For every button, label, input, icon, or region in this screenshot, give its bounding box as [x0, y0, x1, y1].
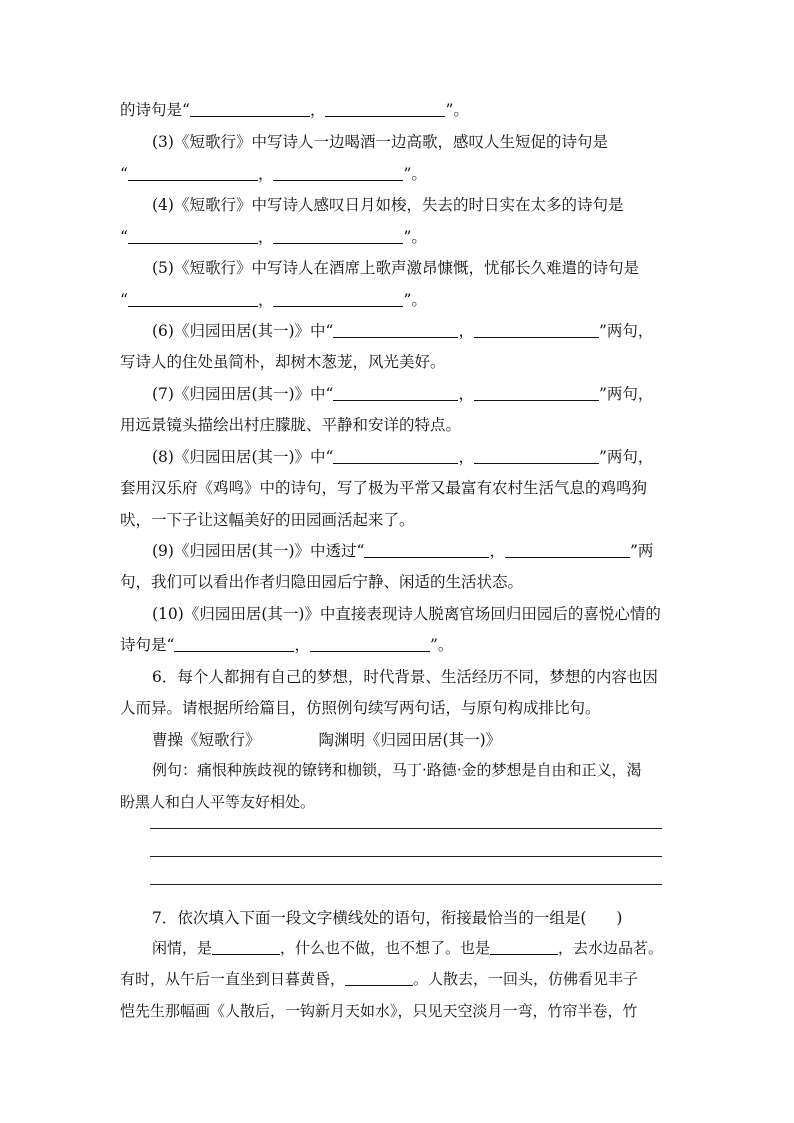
question-6-title: 6．每个人都拥有自己的梦想，时代背景、生活经历不同，梦想的内容也因 [152, 668, 658, 686]
answer-blank[interactable] [273, 228, 403, 244]
answer-blank[interactable] [345, 970, 413, 986]
question-5: (5)《短歌行》中写诗人在酒席上歌声激昂慷慨，忧郁长久难遣的诗句是 [152, 259, 639, 277]
answer-blank[interactable] [212, 939, 280, 955]
passage-line: 恺先生那幅画《人散后，一钩新月天如水》，只见天空淡月一弯，竹帘半卷，竹 [120, 1002, 638, 1020]
text-line: 盼黑人和白人平等友好相处。 [120, 793, 316, 811]
question-4: (4)《短歌行》中写诗人感叹日月如梭，失去的时日实在太多的诗句是 [152, 196, 624, 214]
answer-line[interactable] [150, 884, 662, 885]
answer-blank[interactable] [128, 291, 258, 307]
answer-blank[interactable] [474, 322, 599, 338]
works-line [152, 728, 501, 750]
example-sentence: 例句：痛恨种族歧视的镣铐和枷锁，马丁·路德·金的梦想是自由和正义，渴 [152, 761, 642, 779]
answer-blank[interactable] [364, 542, 489, 558]
answer-blank[interactable] [128, 228, 258, 244]
answer-blank[interactable] [174, 636, 294, 652]
text-line: 套用汉乐府《鸡鸣》中的诗句，写了极为平常又最富有农村生活气息的鸡鸣狗 [120, 479, 648, 497]
text-line: 写诗人的住处虽简朴，却树木葱茏，风光美好。 [120, 353, 446, 371]
question-10-sub: (10)《归园田居(其一)》中直接表现诗人脱离官场回归田园后的喜悦心情的 [152, 605, 661, 623]
question-9-sub: (9)《归园田居(其一)》中透过“ ， ”两 [152, 542, 654, 560]
question-6-sub: (6)《归园田居(其一)》中“ ， ”两句， [152, 322, 654, 340]
text-line: 用远景镜头描绘出村庄朦胧、平静和安详的特点。 [120, 416, 462, 434]
answer-blank[interactable] [490, 939, 558, 955]
answer-blank[interactable] [273, 291, 403, 307]
text-line: “ ， ”。 [120, 165, 427, 183]
text-line: 句，我们可以看出作者归隐田园后宁静、闲适的生活状态。 [120, 573, 524, 591]
answer-blank[interactable] [474, 385, 599, 401]
question-7-title: 7．依次填入下面一段文字横线处的语句，衔接最恰当的一组是( ) [152, 909, 623, 927]
text-line: 吠，一下子让这幅美好的田园画活起来了。 [120, 511, 415, 529]
answer-blank[interactable] [325, 101, 445, 117]
work-1: 曹操《短歌行》 [152, 731, 261, 749]
text-line: “ ， ”。 [120, 291, 427, 309]
work-2: 陶渊明《归园田居(其一)》 [318, 731, 502, 749]
answer-line[interactable] [150, 856, 662, 857]
text-line: “ ， ”。 [120, 228, 427, 246]
text-line: 的诗句是“ ， ”。 [120, 101, 469, 119]
answer-blank[interactable] [505, 542, 630, 558]
question-7-sub: (7)《归园田居(其一)》中“ ， ”两句， [152, 385, 654, 403]
passage-line: 有时，从午后一直坐到日暮黄昏， 。人散去，一回头，仿佛看见丰子 [120, 970, 639, 988]
question-8-sub: (8)《归园田居(其一)》中“ ， ”两句， [152, 448, 654, 466]
answer-blank[interactable] [273, 165, 403, 181]
answer-blank[interactable] [128, 165, 258, 181]
text-line: 诗句是“ ， ”。 [120, 636, 454, 654]
answer-line[interactable] [150, 828, 662, 829]
question-3: (3)《短歌行》中写诗人一边喝酒一边高歌，感叹人生短促的诗句是 [152, 133, 608, 151]
answer-blank[interactable] [310, 636, 430, 652]
answer-blank[interactable] [333, 448, 458, 464]
answer-blank[interactable] [474, 448, 599, 464]
answer-blank[interactable] [333, 322, 458, 338]
passage-line: 闲情，是 ，什么也不做，也不想了。也是 ，去水边品茗。 [152, 939, 664, 957]
answer-blank[interactable] [190, 101, 310, 117]
answer-blank[interactable] [333, 385, 458, 401]
text-line: 人而异。请根据所给篇目，仿照例句续写两句话，与原句构成排比句。 [120, 699, 601, 717]
